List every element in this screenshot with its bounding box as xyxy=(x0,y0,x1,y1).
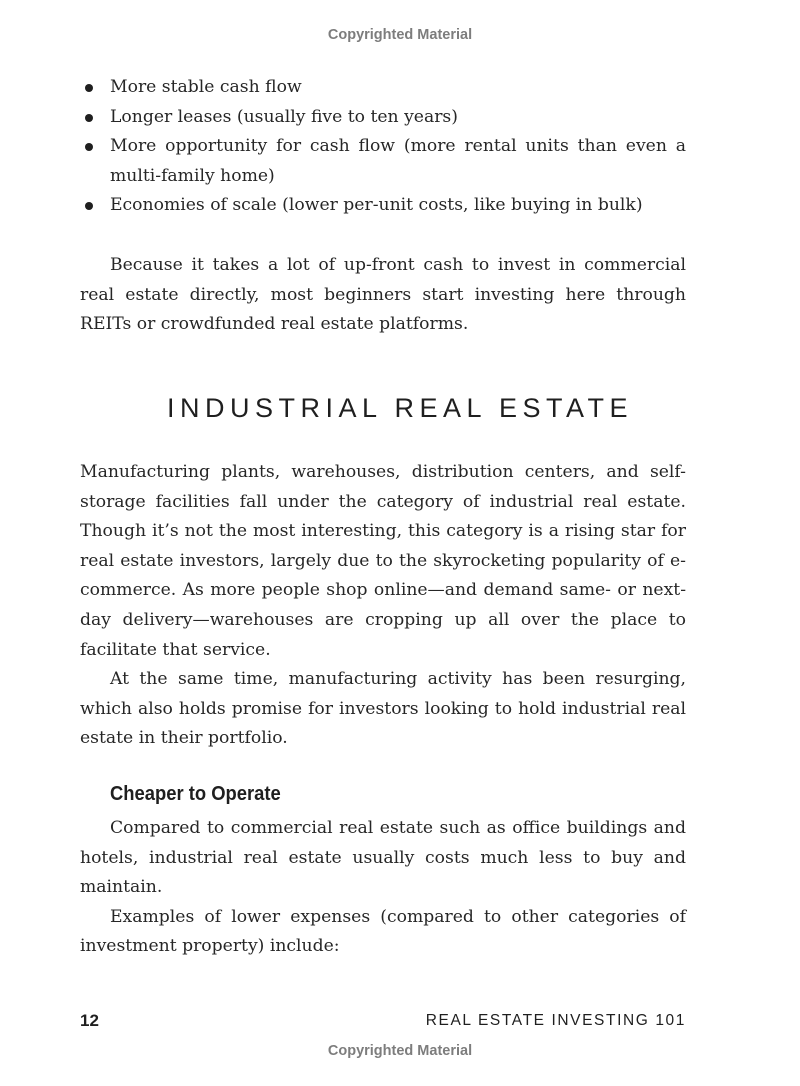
list-item-text: More stable cash flow xyxy=(110,77,302,97)
list-item xyxy=(80,191,686,221)
section-heading: INDUSTRIAL REAL ESTATE xyxy=(166,393,634,423)
list-item xyxy=(80,132,686,191)
subsection-paragraph-1: Compared to commercial real estate such as office buildings and hotels, industrial real estate usually costs much less to buy and maintain. xyxy=(80,818,686,898)
bullet-icon xyxy=(85,143,93,151)
page-number: 12 xyxy=(80,1011,99,1030)
section-text-block xyxy=(80,458,686,754)
copyright-watermark-bottom: Copyrighted Material xyxy=(327,1043,473,1059)
list-item-text: More opportunity for cash flow (more rental units than even a multi-family home) xyxy=(110,136,686,186)
list-item xyxy=(80,103,686,133)
subsection-paragraph-2: Examples of lower expenses (compared to other categories of investment property) include: xyxy=(80,906,686,957)
section-paragraph-2: At the same time, manufacturing activity has been resurging, which also holds promise for investors looking to hold industrial real estate in their portfolio. xyxy=(80,669,686,749)
section-paragraph-1: Manufacturing plants, warehouses, distribution centers, and self-storage facilities fall under the category of industrial real estate. Though it’s not the most interesting, this category is a rising star for real estate investors, largely due to the skyrocketing popularity of e-commerce. As more people shop online—and demand same- or next-day delivery—warehouses are cropping up all over the place to facilitate that service. xyxy=(80,462,686,660)
bullet-list xyxy=(80,73,686,221)
running-title: REAL ESTATE INVESTING 101 xyxy=(425,1012,686,1029)
intro-text-block xyxy=(80,251,686,340)
list-item xyxy=(80,73,686,103)
list-item-text: Economies of scale (lower per-unit costs, like buying in bulk) xyxy=(110,195,643,216)
subsection-text-block xyxy=(80,814,686,962)
bullet-icon xyxy=(85,114,93,122)
bullet-icon xyxy=(85,84,93,92)
subsection-heading: Cheaper to Operate xyxy=(110,783,281,805)
intro-paragraph: Because it takes a lot of up-front cash to invest in commercial real estate directly, most beginners start investing here through REITs or crowdfunded real estate platforms. xyxy=(80,255,686,335)
bullet-icon xyxy=(85,202,93,210)
list-item-text: Longer leases (usually five to ten years) xyxy=(110,106,458,127)
copyright-watermark-top: Copyrighted Material xyxy=(327,27,473,43)
